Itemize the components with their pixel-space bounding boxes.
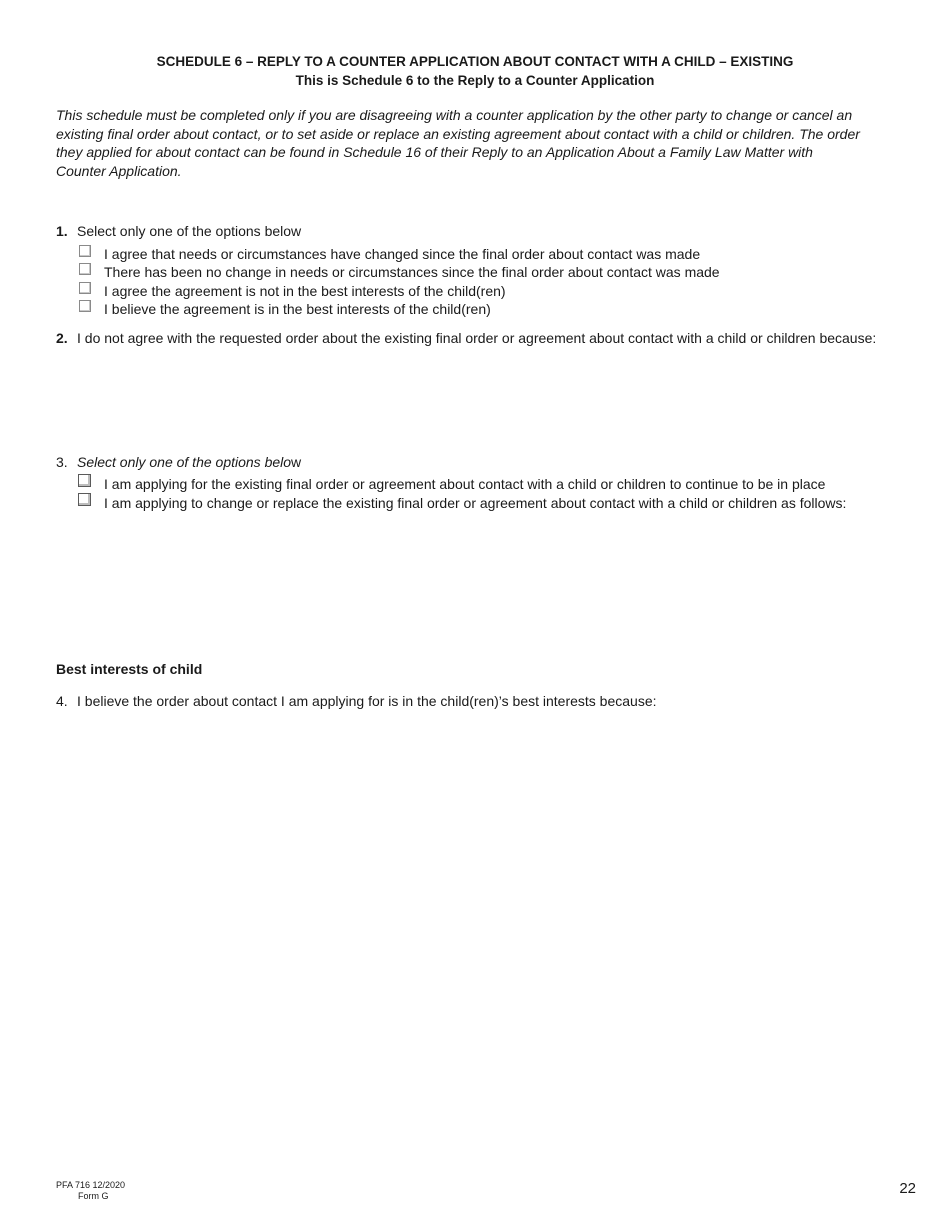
checkbox-q1-option-1[interactable] [79, 245, 91, 257]
question-3 [56, 453, 301, 471]
checkbox-q3-option-1[interactable] [78, 474, 91, 487]
checkbox-q1-option-4[interactable] [79, 300, 91, 312]
question-2-answer-area[interactable] [56, 352, 896, 442]
page-number: 22 [899, 1180, 916, 1197]
question-3-answer-area[interactable] [56, 518, 896, 648]
form-letter: Form G [78, 1191, 109, 1201]
question-4-number: 4. [56, 693, 68, 709]
q3-option-2-label: I am applying to change or replace the existing final order or agreement about contact with a child or children as follows: [104, 495, 847, 511]
checkbox-q3-option-2[interactable] [78, 493, 91, 506]
question-1-number: 1. [56, 223, 68, 239]
question-3-prompt: Select only one of the options belo [77, 454, 292, 470]
checkbox-q1-option-2[interactable] [79, 263, 91, 275]
q3-option-1-label: I am applying for the existing final order or agreement about contact with a child or children to continue to be in place [104, 476, 826, 492]
question-2 [56, 329, 876, 347]
q1-option-1-label: I agree that needs or circumstances have changed since the final order about contact was made [104, 246, 701, 262]
question-1 [56, 222, 301, 240]
q1-option-3-label: I agree the agreement is not in the best interests of the child(ren) [104, 283, 506, 299]
question-3-prompt-tail: w [291, 454, 302, 470]
question-3-number: 3. [56, 454, 68, 470]
question-4-answer-area[interactable] [56, 716, 896, 1156]
best-interests-heading: Best interests of child [56, 661, 203, 677]
question-4-prompt: I believe the order about contact I am applying for is in the child(ren)’s best interests because: [77, 693, 657, 709]
question-1-prompt: Select only one of the options below [77, 223, 302, 239]
q1-option-4-label: I believe the agreement is in the best interests of the child(ren) [104, 301, 491, 317]
question-2-prompt: I do not agree with the requested order about the existing final order or agreement about contact with a child or children because: [77, 330, 877, 346]
schedule-title: SCHEDULE 6 – REPLY TO A COUNTER APPLICATION ABOUT CONTACT WITH A CHILD – EXISTING [156, 54, 794, 69]
schedule-subtitle: This is Schedule 6 to the Reply to a Counter Application [295, 73, 655, 88]
form-code: PFA 716 12/2020 [56, 1180, 126, 1190]
question-2-number: 2. [56, 330, 68, 346]
question-4 [56, 692, 657, 710]
q1-option-2-label: There has been no change in needs or circumstances since the final order about contact was made [104, 264, 720, 280]
checkbox-q1-option-3[interactable] [79, 282, 91, 294]
intro-paragraph: This schedule must be completed only if you are disagreeing with a counter application by the other party to change or cancel an existing final order about contact, or to set aside or replace an existing agreement about contact with a child or children. The order they applied for about contact can be found in Schedule 16 of their Reply to an Application About a Family Law Matter with Counter Application. [56, 107, 860, 179]
